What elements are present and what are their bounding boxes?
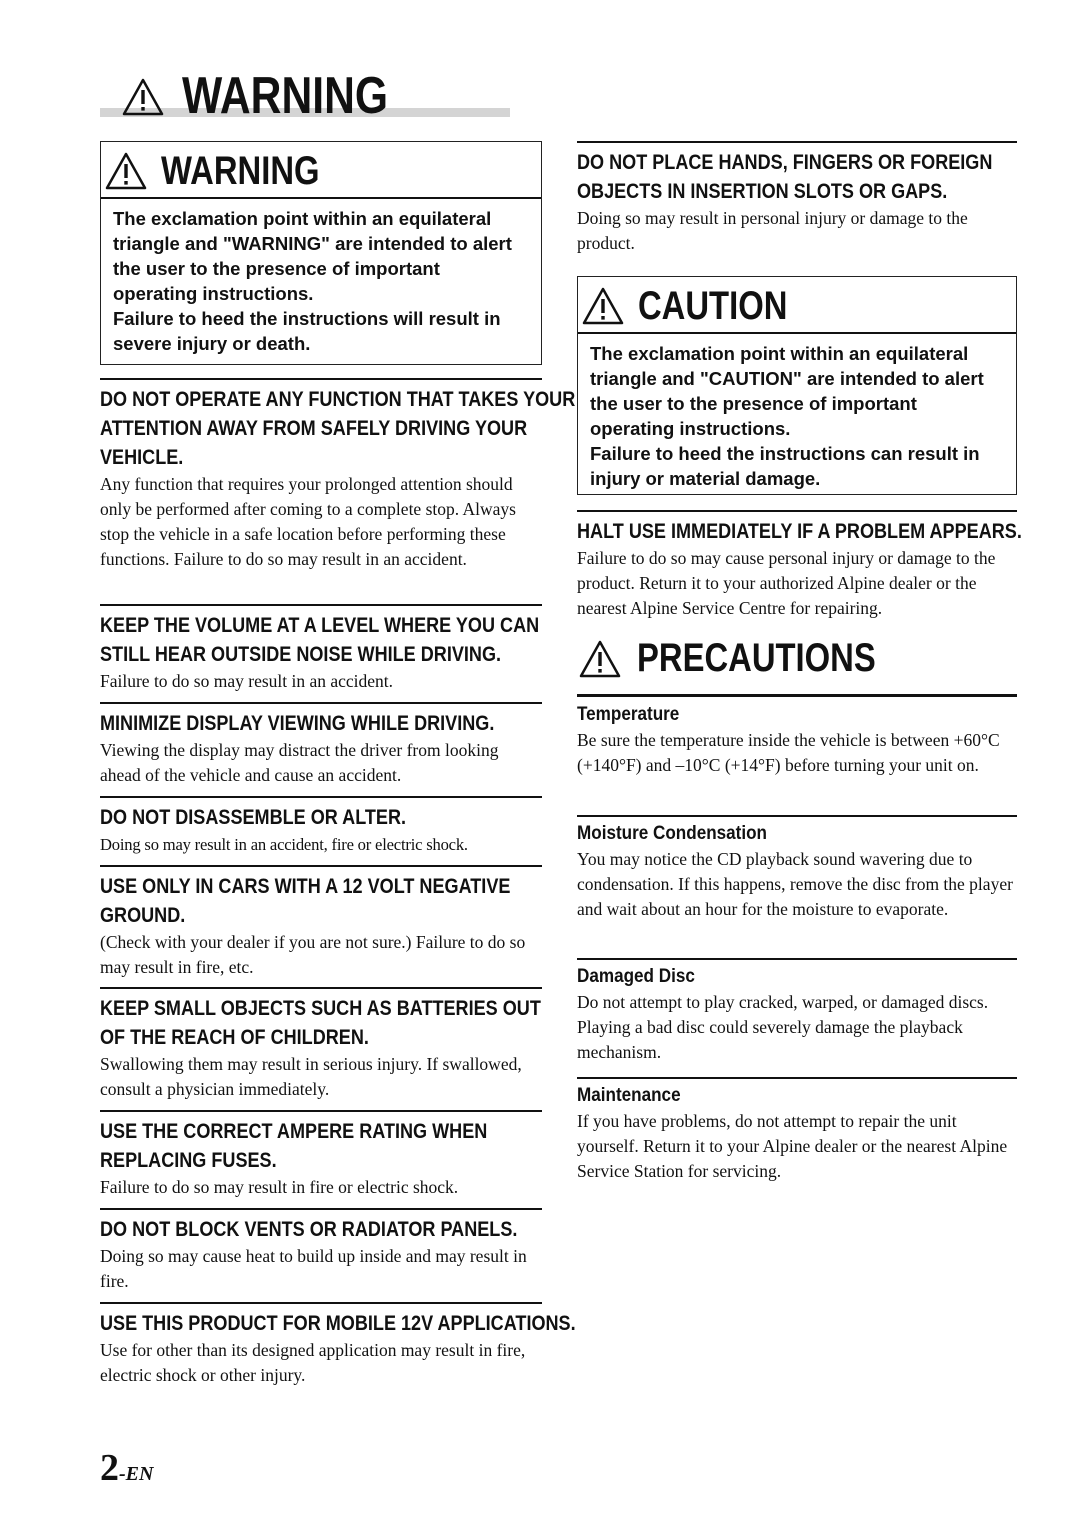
warning-section <box>100 1302 576 1388</box>
warning-box-body <box>101 199 541 356</box>
warning-section <box>100 604 542 694</box>
caution-box <box>577 276 1017 495</box>
warning-section <box>100 1110 542 1200</box>
page-title <box>100 67 510 125</box>
precautions-title: PRECAUTIONS <box>637 636 876 680</box>
section-body: Failure to do so may cause personal injury or damage to the product. Return it to your authorized Alpine dealer or the nearest Alpine Service Centre for repairing. <box>577 548 996 618</box>
page-number-value: 2 <box>100 1447 119 1489</box>
warning-triangle-icon <box>579 640 621 678</box>
section-body: Failure to do so may result in fire or electric shock. <box>100 1177 459 1197</box>
section-heading: DO NOT DISASSEMBLE OR ALTER. <box>100 806 407 829</box>
warning-box-header <box>101 142 541 199</box>
section-heading: HALT USE IMMEDIATELY IF A PROBLEM APPEARS. <box>577 520 1022 543</box>
precaution-body: You may notice the CD playback sound wavering due to condensation. If this happens, remove the disc from the player and wait about an hour for the moisture to evaporate. <box>577 849 1013 919</box>
section-body: Swallowing them may result in serious injury. If swallowed, consult a physician immediately. <box>100 1054 522 1099</box>
precaution-heading: Moisture Condensation <box>577 823 768 844</box>
section-heading: USE ONLY IN CARS WITH A 12 VOLT NEGATIVE GROUND. <box>100 875 511 927</box>
page-number <box>100 1446 153 1490</box>
precaution-body: If you have problems, do not attempt to repair the unit yourself. Return it to your Alpine dealer or the nearest Alpine Service Station for servicing. <box>577 1111 1008 1181</box>
section-body: Doing so may result in personal injury or damage to the product. <box>577 208 968 253</box>
precaution-item <box>577 815 1017 922</box>
precaution-heading: Maintenance <box>577 1085 681 1106</box>
warning-section <box>577 510 1022 621</box>
section-heading: DO NOT OPERATE ANY FUNCTION THAT TAKES YOUR ATTENTION AWAY FROM SAFELY DRIVING YOUR VEHICLE. <box>100 388 576 469</box>
warning-triangle-icon <box>122 78 164 116</box>
warning-section <box>100 987 542 1102</box>
section-heading: DO NOT PLACE HANDS, FINGERS OR FOREIGN OBJECTS IN INSERTION SLOTS OR GAPS. <box>577 151 993 203</box>
warning-box-title: WARNING <box>161 149 320 193</box>
section-body: Failure to do so may result in an accident. <box>100 671 394 691</box>
warning-box-text-2: Failure to heed the instructions will result in severe injury or death. <box>113 308 501 354</box>
warning-section <box>100 796 542 857</box>
warning-box-text: The exclamation point within an equilateral triangle and "WARNING" are intended to alert the user to the presence of important operating instructions. <box>113 208 512 304</box>
section-body: (Check with your dealer if you are not sure.) Failure to do so may result in fire, etc. <box>100 932 526 977</box>
precaution-item <box>577 698 1017 778</box>
caution-box-header <box>578 277 1016 334</box>
warning-box <box>100 141 542 365</box>
section-body: Doing so may cause heat to build up inside and may result in fire. <box>100 1246 527 1291</box>
precaution-item <box>577 958 1017 1065</box>
section-body: Any function that requires your prolonged attention should only be performed after coming to a complete stop. Always stop the vehicle in a safe location before performing these functions. Failure to do so may result in an accident. <box>100 474 516 569</box>
warning-triangle-icon <box>582 287 624 325</box>
section-heading: KEEP THE VOLUME AT A LEVEL WHERE YOU CAN STILL HEAR OUTSIDE NOISE WHILE DRIVING. <box>100 614 540 666</box>
precaution-item <box>577 1077 1017 1184</box>
page-number-suffix: -EN <box>119 1463 154 1485</box>
warning-triangle-icon <box>105 152 147 190</box>
precaution-body: Do not attempt to play cracked, warped, or damaged discs. Playing a bad disc could severely damage the playback mechanism. <box>577 992 989 1062</box>
warning-section <box>100 378 576 572</box>
page-title-text: WARNING <box>182 67 389 125</box>
caution-box-text: The exclamation point within an equilateral triangle and "CAUTION" are intended to alert the user to the presence of important operating instructions. <box>590 343 984 439</box>
caution-box-text-2: Failure to heed the instructions can result in injury or material damage. <box>590 443 980 489</box>
warning-section <box>100 702 542 788</box>
section-heading: KEEP SMALL OBJECTS SUCH AS BATTERIES OUT OF THE REACH OF CHILDREN. <box>100 997 541 1049</box>
precaution-heading: Damaged Disc <box>577 966 695 987</box>
caution-box-title: CAUTION <box>638 284 788 328</box>
section-heading: MINIMIZE DISPLAY VIEWING WHILE DRIVING. <box>100 712 495 735</box>
warning-section <box>100 865 542 980</box>
warning-section <box>577 141 1017 256</box>
warning-section <box>100 1208 542 1294</box>
precaution-heading: Temperature <box>577 704 680 725</box>
precaution-body: Be sure the temperature inside the vehicle is between +60°C (+140°F) and –10°C (+14°F) before turning your unit on. <box>577 730 1000 775</box>
section-body: Use for other than its designed application may result in fire, electric shock or other injury. <box>100 1340 526 1385</box>
caution-box-body <box>578 334 1016 491</box>
precautions-header <box>577 636 1017 697</box>
section-heading: DO NOT BLOCK VENTS OR RADIATOR PANELS. <box>100 1218 518 1241</box>
section-body: Viewing the display may distract the driver from looking ahead of the vehicle and cause an accident. <box>100 740 499 785</box>
section-heading: USE THE CORRECT AMPERE RATING WHEN REPLACING FUSES. <box>100 1120 488 1172</box>
section-heading: USE THIS PRODUCT FOR MOBILE 12V APPLICATIONS. <box>100 1312 576 1335</box>
section-body: Doing so may result in an accident, fire or electric shock. <box>100 835 468 854</box>
